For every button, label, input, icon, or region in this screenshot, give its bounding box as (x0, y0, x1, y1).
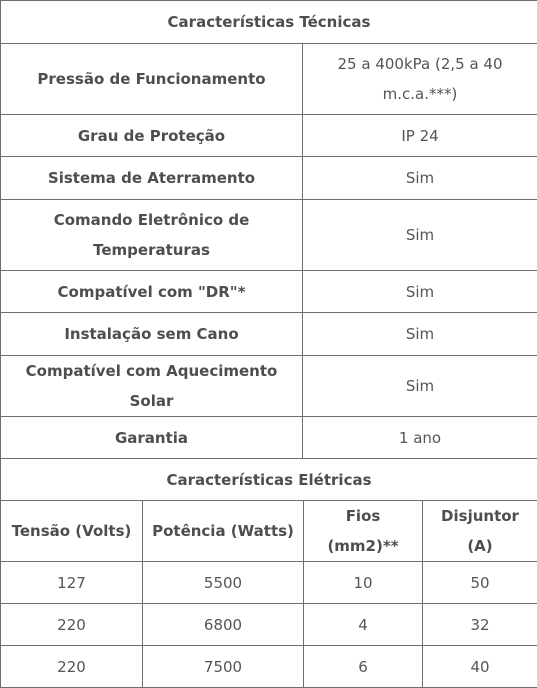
row-value: Sim (303, 271, 537, 313)
row-label: Compatível com Aquecimento Solar (1, 356, 303, 417)
row-label: Grau de Proteção (1, 115, 303, 157)
table-row (1, 646, 537, 688)
table-row (1, 115, 537, 157)
cell-fios: 4 (304, 604, 423, 646)
cell-potencia: 7500 (143, 646, 304, 688)
row-value: Sim (303, 313, 537, 356)
cell-disjuntor: 40 (423, 646, 537, 688)
row-label: Instalação sem Cano (1, 313, 303, 356)
table-row (1, 562, 537, 604)
cell-tensao: 220 (1, 646, 143, 688)
row-value: Sim (303, 157, 537, 200)
row-label: Sistema de Aterramento (1, 157, 303, 200)
row-value: 25 a 400kPa (2,5 a 40 m.c.a.***) (303, 44, 537, 115)
cell-fios: 10 (304, 562, 423, 604)
cell-potencia: 5500 (143, 562, 304, 604)
column-header: Tensão (Volts) (1, 501, 143, 562)
table-row (1, 417, 537, 459)
cell-tensao: 220 (1, 604, 143, 646)
cell-disjuntor: 32 (423, 604, 537, 646)
row-value: Sim (303, 200, 537, 271)
row-value: IP 24 (303, 115, 537, 157)
table-header-row (1, 501, 537, 562)
eletricas-title: Características Elétricas (1, 459, 537, 501)
table-row (1, 271, 537, 313)
row-label: Comando Eletrônico de Temperaturas (1, 200, 303, 271)
row-value: 1 ano (303, 417, 537, 459)
table-row (1, 313, 537, 356)
column-header: Fios (mm2)** (304, 501, 423, 562)
column-header: Potência (Watts) (143, 501, 304, 562)
table-row (1, 157, 537, 200)
row-label: Pressão de Funcionamento (1, 44, 303, 115)
caracteristicas-eletricas-table (0, 500, 537, 688)
table-row (1, 604, 537, 646)
cell-tensao: 127 (1, 562, 143, 604)
row-label: Garantia (1, 417, 303, 459)
table-title-row (1, 1, 537, 44)
table-row (1, 200, 537, 271)
cell-fios: 6 (304, 646, 423, 688)
table-title-row (1, 459, 537, 501)
row-label: Compatível com "DR"* (1, 271, 303, 313)
tecnicas-title: Características Técnicas (1, 1, 537, 44)
column-header: Disjuntor (A) (423, 501, 537, 562)
table-row (1, 356, 537, 417)
table-row (1, 44, 537, 115)
cell-disjuntor: 50 (423, 562, 537, 604)
row-value: Sim (303, 356, 537, 417)
cell-potencia: 6800 (143, 604, 304, 646)
